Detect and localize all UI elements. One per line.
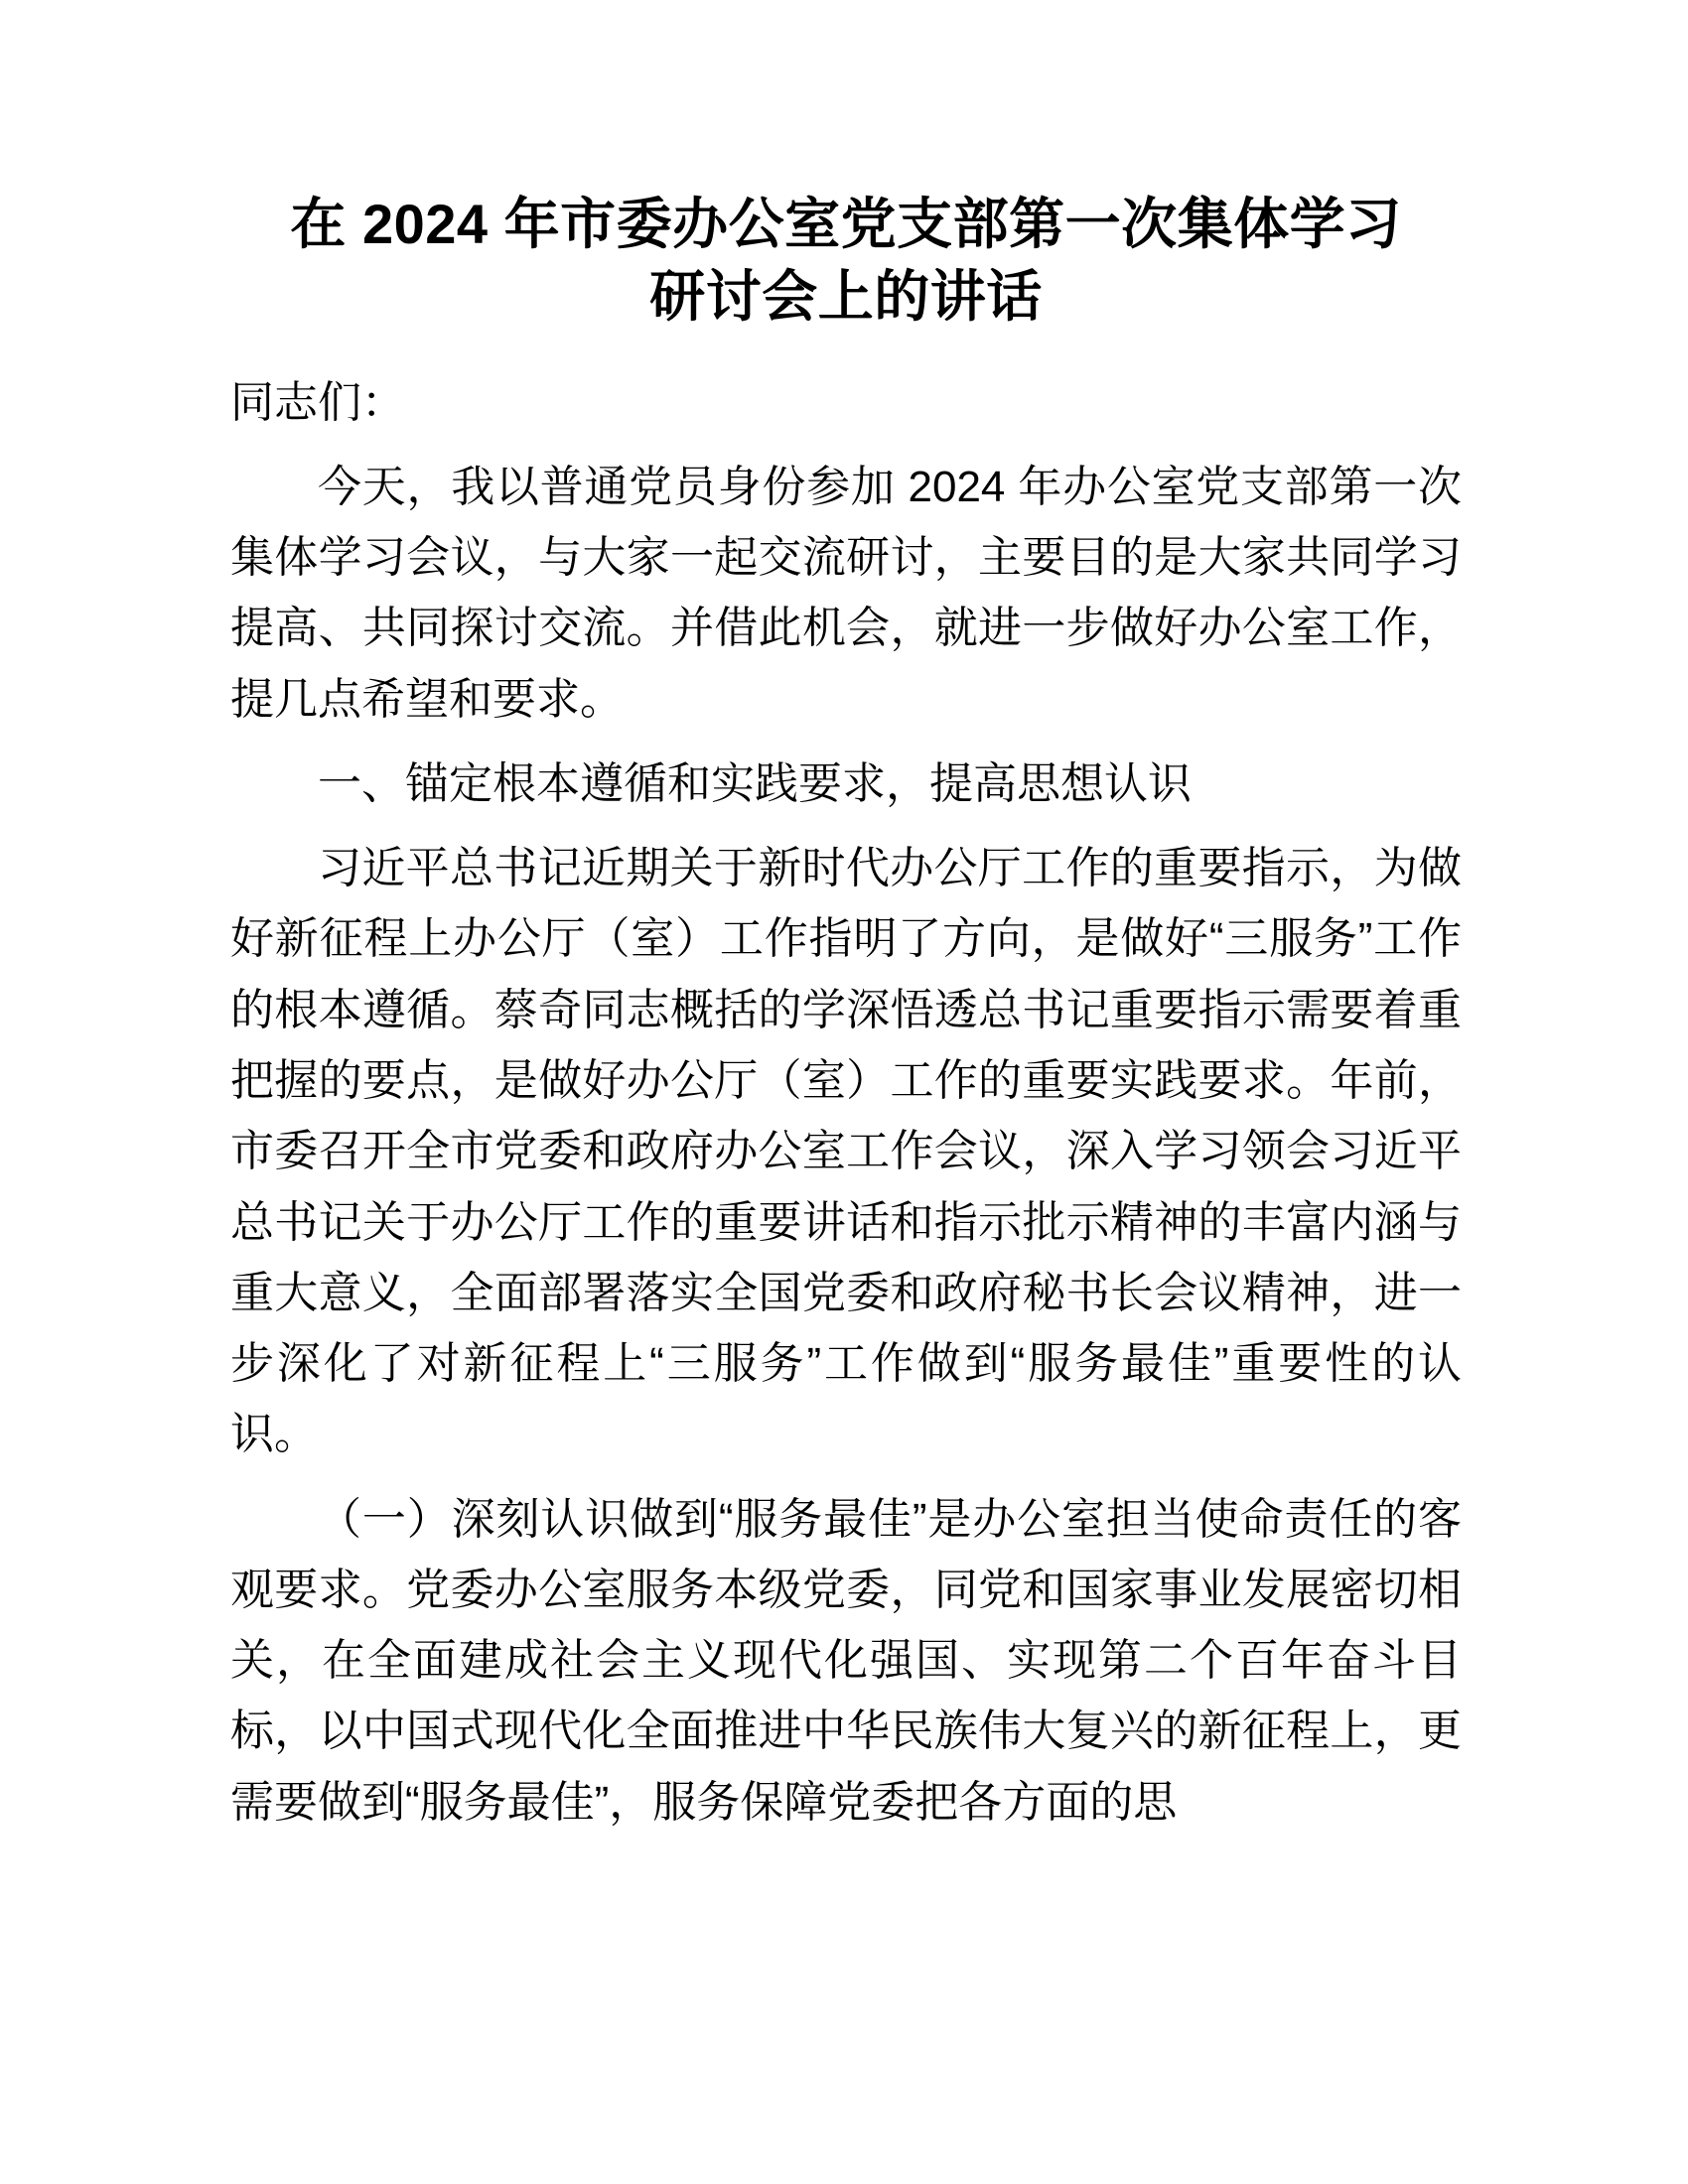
document-body (230, 189, 1462, 1851)
salutation: 同志们： (230, 377, 405, 427)
paragraph-opening: 今天，我以普通党员身份参加 2024 年办公室党支部第一次集体学习会议，与大家一起交流研讨，主要目的是大家共同学习提高、共同探讨交流。并借此机会，就进一步做好办公室工作，提几点希望和要求。 (230, 462, 1462, 724)
section-heading-one: 一、锚定根本遵循和实践要求，提高思想认识 (318, 758, 1192, 808)
page-bottom-margin (0, 2103, 1688, 2184)
subsection-heading-one: （一）深刻认识做到“服务最佳”是办公室担当使命责任的客观要求。党委办公室服务本级党委，同党和国家事业发展密切相关，在全面建成社会主义现代化强国、实现第二个百年奋斗目标，以中国式现代化全面推进中华民族伟大复兴的新征程上，更需要做到“服务最佳”，服务保障党委把各方面的思 (230, 1494, 1462, 1827)
paragraph-guiding-principles: 习近平总书记近期关于新时代办公厅工作的重要指示，为做好新征程上办公厅（室）工作指明了方向，是做好“三服务”工作的根本遵循。蔡奇同志概括的学深悟透总书记重要指示需要着重把握的要点，是做好办公厅（室）工作的重要实践要求。年前，市委召开全市党委和政府办公室工作会议，深入学习领会习近平总书记关于办公厅工作的重要讲话和指示批示精神的丰富内涵与重大意义，全面部署落实全国党委和政府秘书长会议精神，进一步深化了对新征程上“三服务”工作做到“服务最佳”重要性的认识。 (230, 844, 1462, 1459)
page-title: 在 2024 年市委办公室党支部第一次集体学习研讨会上的讲话 (290, 193, 1402, 328)
